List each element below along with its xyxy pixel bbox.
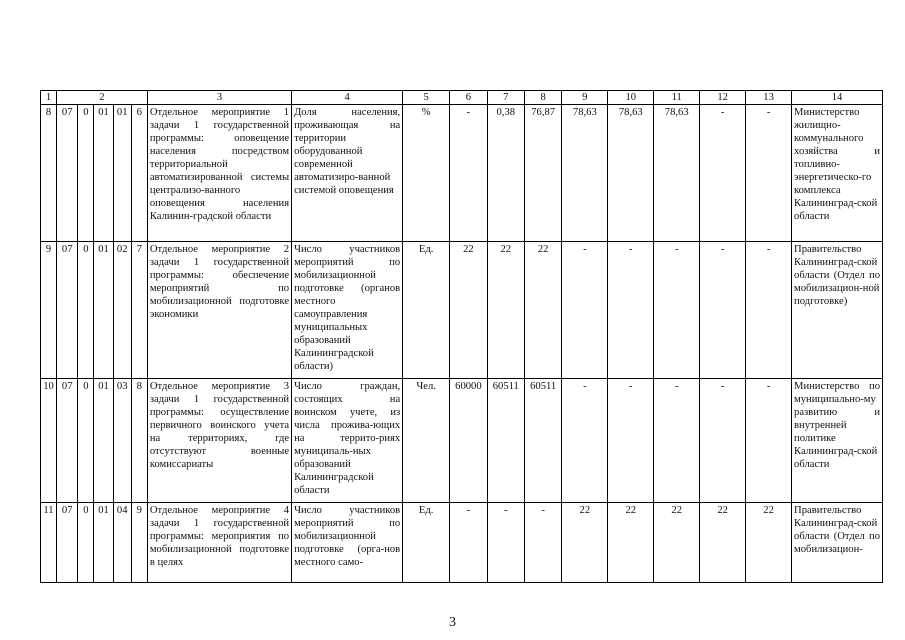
executor-cell: Правительство Калининград-ской области (Отдел по мобилизацион-	[792, 503, 883, 583]
value-cell: -	[562, 379, 608, 503]
executor-cell: Правительство Калининград-ской области (Отдел по мобилизацион-ной подготовке)	[792, 242, 883, 379]
code-cell: 07	[57, 105, 78, 242]
header-cell: 3	[147, 91, 291, 105]
header-cell: 12	[700, 91, 746, 105]
header-cell: 14	[792, 91, 883, 105]
value-cell: -	[746, 242, 792, 379]
code-cell: 0	[78, 379, 94, 503]
code-cell: 07	[57, 242, 78, 379]
header-cell: 7	[487, 91, 524, 105]
value-cell: -	[608, 379, 654, 503]
activity-cell: Отдельное мероприятие 4 задачи 1 государственной программы: мероприятия по мобилизационной подготовке в целях	[147, 503, 291, 583]
value-cell: 76,87	[524, 105, 561, 242]
header-cell: 11	[654, 91, 700, 105]
executor-cell: Министерство жилищно-коммунального хозяйства и топливно-энергетическо-го комплекса Калининград-ской области	[792, 105, 883, 242]
header-cell: 2	[57, 91, 148, 105]
value-cell: -	[524, 503, 561, 583]
code-cell: 04	[113, 503, 131, 583]
value-cell: 60511	[487, 379, 524, 503]
code-cell: 03	[113, 379, 131, 503]
document-sheet	[40, 90, 883, 594]
value-cell: 22	[562, 503, 608, 583]
code-cell: 07	[57, 379, 78, 503]
row-number: 8	[41, 105, 57, 242]
value-cell: -	[487, 503, 524, 583]
value-cell: -	[654, 242, 700, 379]
header-cell: 10	[608, 91, 654, 105]
header-row	[41, 91, 883, 105]
header-cell: 13	[746, 91, 792, 105]
value-cell: -	[562, 242, 608, 379]
value-cell: -	[746, 379, 792, 503]
indicator-cell: Число участников мероприятий по мобилизационной подготовке (орга-нов местного само-	[292, 503, 403, 583]
code-cell: 8	[131, 379, 147, 503]
header-cell: 5	[403, 91, 450, 105]
value-cell: 78,63	[654, 105, 700, 242]
table-row	[41, 242, 883, 379]
value-cell: -	[654, 379, 700, 503]
unit-cell: Чел.	[403, 379, 450, 503]
value-cell: 22	[654, 503, 700, 583]
code-cell: 7	[131, 242, 147, 379]
page-number: 3	[449, 615, 456, 630]
row-number: 9	[41, 242, 57, 379]
header-cell: 4	[292, 91, 403, 105]
value-cell: 22	[450, 242, 487, 379]
header-cell: 9	[562, 91, 608, 105]
unit-cell: %	[403, 105, 450, 242]
code-cell: 01	[94, 242, 113, 379]
code-cell: 01	[113, 105, 131, 242]
table-row	[41, 379, 883, 503]
value-cell: -	[700, 379, 746, 503]
value-cell: 22	[524, 242, 561, 379]
activity-cell: Отдельное мероприятие 1 задачи 1 государственной программы: оповещение населения посредством территориальной автоматизированной системы централизо-ванного оповещения населения Калинин-градской области	[147, 105, 291, 242]
header-cell: 8	[524, 91, 561, 105]
header-cell: 1	[41, 91, 57, 105]
indicator-table	[40, 90, 883, 583]
code-cell: 0	[78, 105, 94, 242]
indicator-cell: Число участников мероприятий по мобилизационной подготовке (органов местного самоуправления муниципальных образований Калининградской области)	[292, 242, 403, 379]
indicator-cell: Число граждан, состоящих на воинском учете, из числа прожива-ющих на террито-риях муниципаль-ных образований Калининградской области	[292, 379, 403, 503]
code-cell: 0	[78, 242, 94, 379]
value-cell: 22	[608, 503, 654, 583]
value-cell: -	[450, 503, 487, 583]
value-cell: -	[450, 105, 487, 242]
row-number: 10	[41, 379, 57, 503]
value-cell: 78,63	[608, 105, 654, 242]
code-cell: 01	[94, 379, 113, 503]
value-cell: 22	[487, 242, 524, 379]
value-cell: 60000	[450, 379, 487, 503]
value-cell: 22	[746, 503, 792, 583]
activity-cell: Отдельное мероприятие 3 задачи 1 государственной программы: осуществление первичного воинского учета на территориях, где отсутствуют военные комиссариаты	[147, 379, 291, 503]
value-cell: 22	[700, 503, 746, 583]
executor-cell: Министерство по муниципально-му развитию и внутренней политике Калининград-ской области	[792, 379, 883, 503]
code-cell: 01	[94, 503, 113, 583]
value-cell: 0,38	[487, 105, 524, 242]
code-cell: 0	[78, 503, 94, 583]
value-cell: 78,63	[562, 105, 608, 242]
unit-cell: Ед.	[403, 242, 450, 379]
code-cell: 6	[131, 105, 147, 242]
activity-cell: Отдельное мероприятие 2 задачи 1 государственной программы: обеспечение мероприятий по мобилизационной подготовке экономики	[147, 242, 291, 379]
table-row	[41, 503, 883, 583]
row-number: 11	[41, 503, 57, 583]
unit-cell: Ед.	[403, 503, 450, 583]
value-cell: -	[746, 105, 792, 242]
table-row	[41, 105, 883, 242]
code-cell: 01	[94, 105, 113, 242]
value-cell: -	[700, 242, 746, 379]
code-cell: 02	[113, 242, 131, 379]
indicator-cell: Доля населения, проживающая на территории оборудованной современной автоматизиро-ванной системой оповещения	[292, 105, 403, 242]
code-cell: 9	[131, 503, 147, 583]
value-cell: -	[700, 105, 746, 242]
value-cell: 60511	[524, 379, 561, 503]
code-cell: 07	[57, 503, 78, 583]
header-cell: 6	[450, 91, 487, 105]
value-cell: -	[608, 242, 654, 379]
